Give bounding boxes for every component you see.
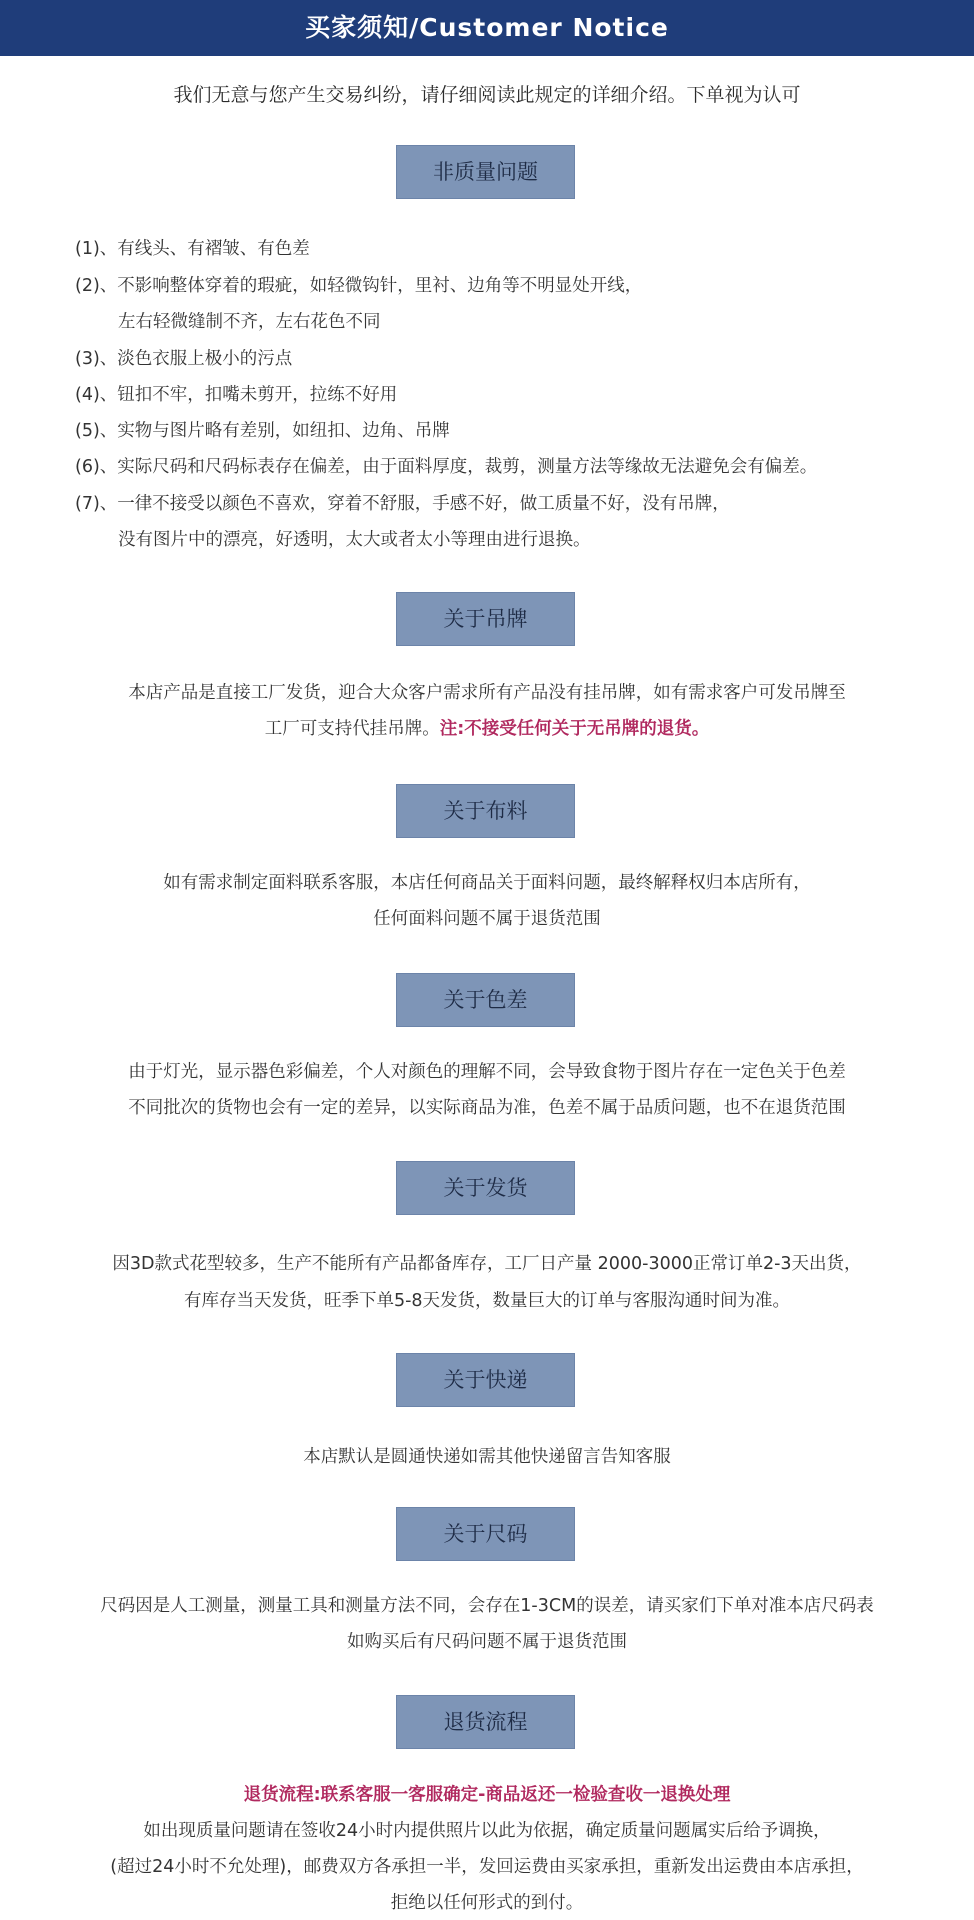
color-line-2: 不同批次的货物也会有一定的差异，以实际商品为准，色差不属于品质问题，也不在退货范围 — [128, 1098, 846, 1118]
tags-line-1: 本店产品是直接工厂发货，迎合大众客户需求所有产品没有挂吊牌，如有需求客户可发吊牌至 — [128, 683, 846, 703]
fabric-line-2: 任何面料问题不属于退货范围 — [373, 909, 601, 929]
intro-text: 我们无意与您产生交易纠纷，请仔细阅读此规定的详细介绍。下单视为认可 — [173, 84, 801, 106]
size-line-1: 尺码因是人工测量，测量工具和测量方法不同，会存在1-3CM的误差，请买家们下单对准本店尺码表 — [100, 1596, 874, 1616]
non-quality-line-5: (4)、钮扣不牢，扣嘴未剪开，拉练不好用 — [75, 385, 398, 405]
color-line-1: 由于灯光，显示器色彩偏差，个人对颜色的理解不同，会导致食物于图片存在一定色关于色差 — [128, 1062, 846, 1082]
non-quality-line-6: (5)、实物与图片略有差别，如纽扣、边角、吊牌 — [75, 421, 450, 441]
returns-process-highlight: 退货流程:联系客服一客服确定-商品返还一检验查收一退换处理 — [243, 1785, 731, 1805]
fabric-line-1: 如有需求制定面料联系客服，本店任何商品关于面料问题，最终解释权归本店所有， — [163, 873, 811, 893]
returns-line-2: (超过24小时不允处理)，邮费双方各承担一半，发回运费由买家承担，重新发出运费由本店承担， — [110, 1857, 864, 1877]
non-quality-line-4: (3)、淡色衣服上极小的污点 — [75, 349, 293, 369]
tags-line-2-text: 工厂可支持代挂吊牌。 — [264, 719, 440, 739]
shipping-line-2: 有库存当天发货，旺季下单5-8天发货，数量巨大的订单与客服沟通时间为准。 — [183, 1291, 791, 1311]
section-title-returns: 退货流程 — [397, 1696, 574, 1748]
express-line-1: 本店默认是圆通快递如需其他快递留言告知客服 — [303, 1447, 671, 1467]
returns-line-1: 如出现质量问题请在签收24小时内提供照片以此为依据，确定质量问题属实后给予调换， — [143, 1821, 831, 1841]
non-quality-line-7: (6)、实际尺码和尺码标表存在偏差，由于面料厚度，裁剪，测量方法等缘故无法避免会有偏差。 — [75, 457, 818, 477]
tags-note: 注:不接受任何关于无吊牌的退货。 — [439, 719, 710, 739]
section-title-shipping: 关于发货 — [397, 1162, 574, 1214]
section-title-tags: 关于吊牌 — [397, 593, 574, 645]
shipping-line-1: 因3D款式花型较多，生产不能所有产品都备库存，工厂日产量 2000-3000正常订单2-3天出货， — [112, 1254, 862, 1274]
section-title-size: 关于尺码 — [397, 1508, 574, 1560]
non-quality-line-3: 左右轻微缝制不齐，左右花色不同 — [118, 312, 381, 332]
non-quality-line-9: 没有图片中的漂亮，好透明，太大或者太小等理由进行退换。 — [118, 530, 591, 550]
non-quality-line-2: (2)、不影响整体穿着的瑕疵，如轻微钩针，里衬、边角等不明显处开线， — [75, 276, 643, 296]
header-banner — [0, 0, 974, 56]
tags-line-2 — [0, 715, 974, 740]
section-title-express: 关于快递 — [397, 1354, 574, 1406]
size-line-2: 如购买后有尺码问题不属于退货范围 — [347, 1632, 627, 1652]
non-quality-line-8: (7)、一律不接受以颜色不喜欢，穿着不舒服，手感不好，做工质量不好，没有吊牌， — [75, 494, 730, 514]
section-title-non-quality: 非质量问题 — [397, 146, 574, 198]
section-title-fabric: 关于布料 — [397, 785, 574, 837]
non-quality-line-1: (1)、有线头、有褶皱、有色差 — [75, 239, 310, 259]
header-title: 买家须知/Customer Notice — [305, 13, 669, 42]
section-title-color: 关于色差 — [397, 974, 574, 1026]
returns-line-3: 拒绝以任何形式的到付。 — [390, 1893, 584, 1913]
